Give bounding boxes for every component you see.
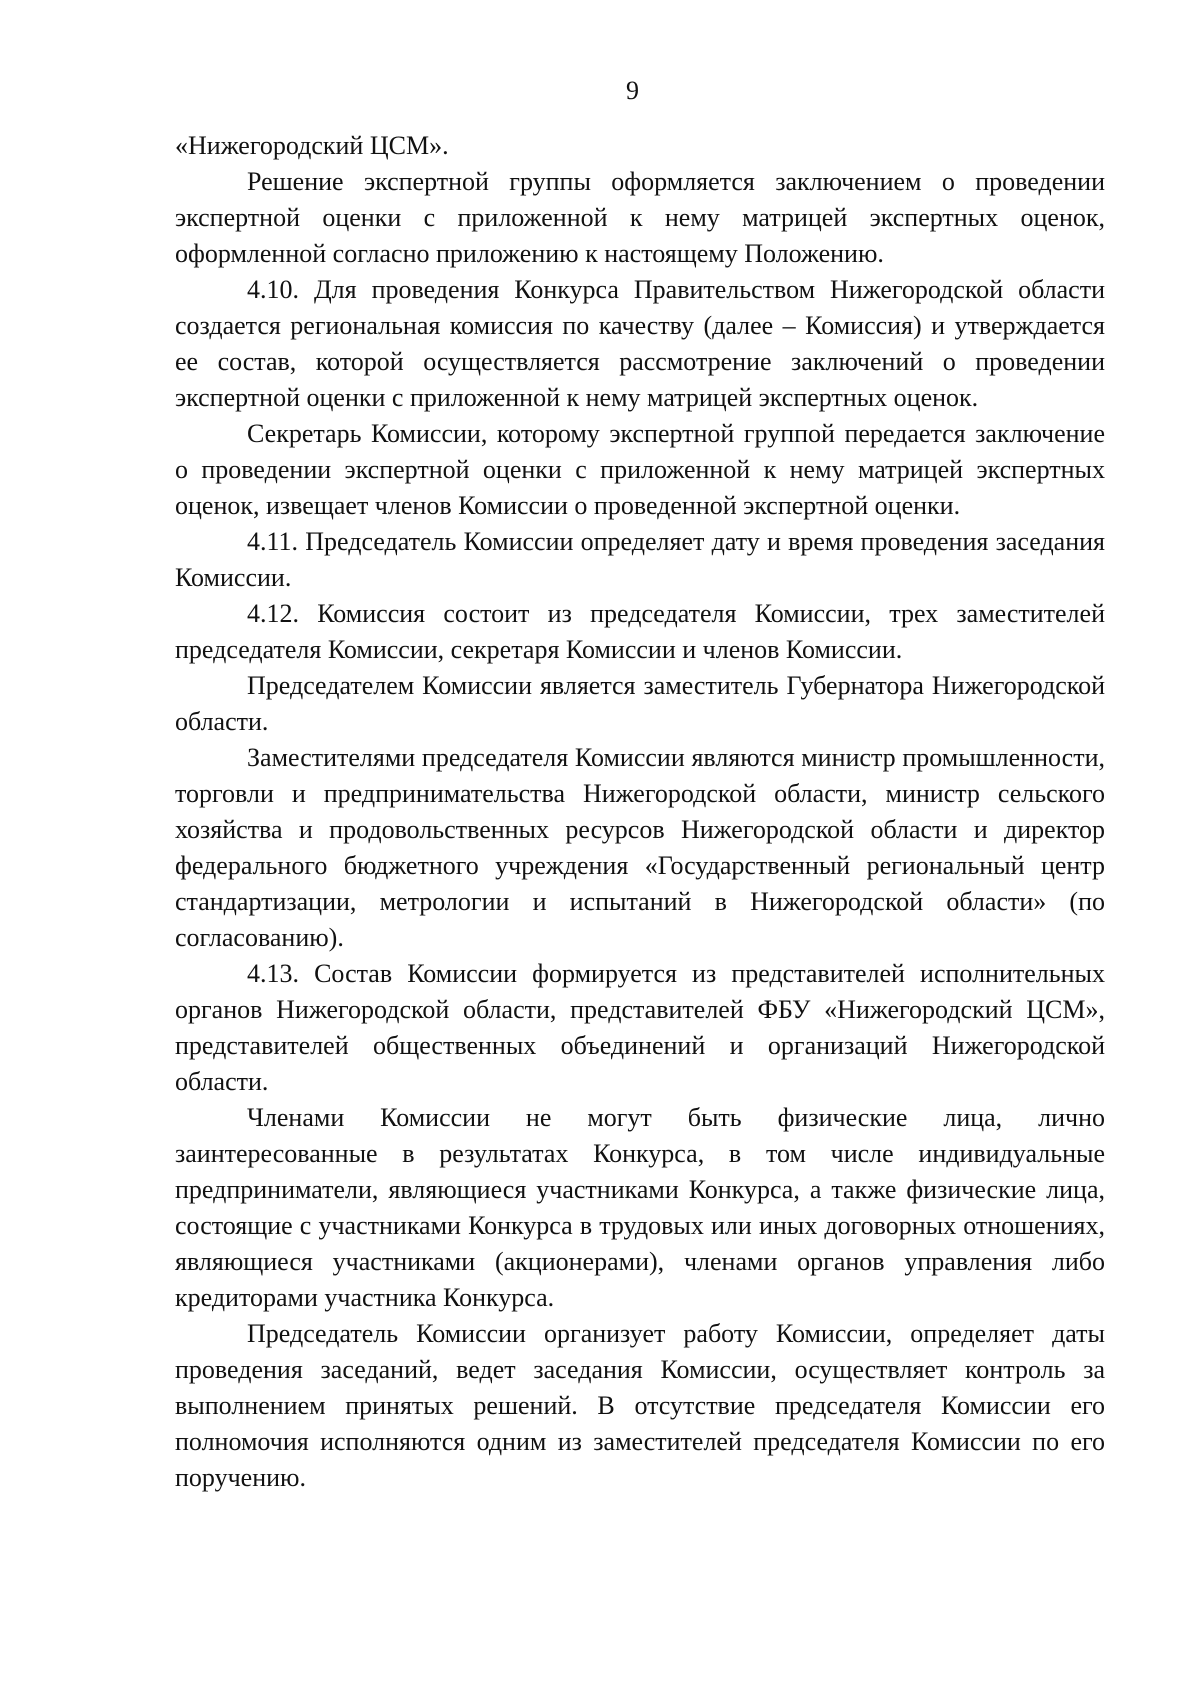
- paragraph: 4.10. Для проведения Конкурса Правительством Нижегородской области создается региональная комиссия по качеству (далее – Комиссия) и утверждается ее состав, которой осуществляется рассмотрение заключений о проведении экспертной оценки с приложенной к нему матрицей экспертных оценок.: [175, 275, 1105, 412]
- document-body: [175, 128, 1105, 1496]
- paragraph: Председателем Комиссии является заместитель Губернатора Нижегородской области.: [175, 671, 1105, 736]
- paragraph: 4.12. Комиссия состоит из председателя Комиссии, трех заместителей председателя Комиссии, секретаря Комиссии и членов Комиссии.: [175, 599, 1105, 664]
- paragraph: 4.13. Состав Комиссии формируется из представителей исполнительных органов Нижегородской области, представителей ФБУ «Нижегородский ЦСМ», представителей общественных объединений и организаций Нижегородской области.: [175, 959, 1105, 1096]
- page-number: 9: [626, 76, 639, 105]
- paragraph: Секретарь Комиссии, которому экспертной группой передается заключение о проведении экспертной оценки с приложенной к нему матрицей экспертных оценок, извещает членов Комиссии о проведенной экспертной оценки.: [175, 419, 1105, 520]
- paragraph: 4.11. Председатель Комиссии определяет дату и время проведения заседания Комиссии.: [175, 527, 1105, 592]
- paragraph: Членами Комиссии не могут быть физические лица, лично заинтересованные в результатах Конкурса, в том числе индивидуальные предприниматели, являющиеся участниками Конкурса, а также физические лица, состоящие с участниками Конкурса в трудовых или иных договорных отношениях, являющиеся участниками (акционерами), членами органов управления либо кредиторами участника Конкурса.: [175, 1103, 1105, 1312]
- paragraph: Решение экспертной группы оформляется заключением о проведении экспертной оценки с приложенной к нему матрицей экспертных оценок, оформленной согласно приложению к настоящему Положению.: [175, 167, 1105, 268]
- paragraph: «Нижегородский ЦСМ».: [175, 131, 449, 160]
- paragraph: Председатель Комиссии организует работу Комиссии, определяет даты проведения заседаний, ведет заседания Комиссии, осуществляет контроль за выполнением принятых решений. В отсутствие председателя Комиссии его полномочия исполняются одним из заместителей председателя Комиссии по его поручению.: [175, 1319, 1105, 1492]
- paragraph: Заместителями председателя Комиссии являются министр промышленности, торговли и предпринимательства Нижегородской области, министр сельского хозяйства и продовольственных ресурсов Нижегородской области и директор федерального бюджетного учреждения «Государственный региональный центр стандартизации, метрологии и испытаний в Нижегородской области» (по согласованию).: [175, 743, 1105, 952]
